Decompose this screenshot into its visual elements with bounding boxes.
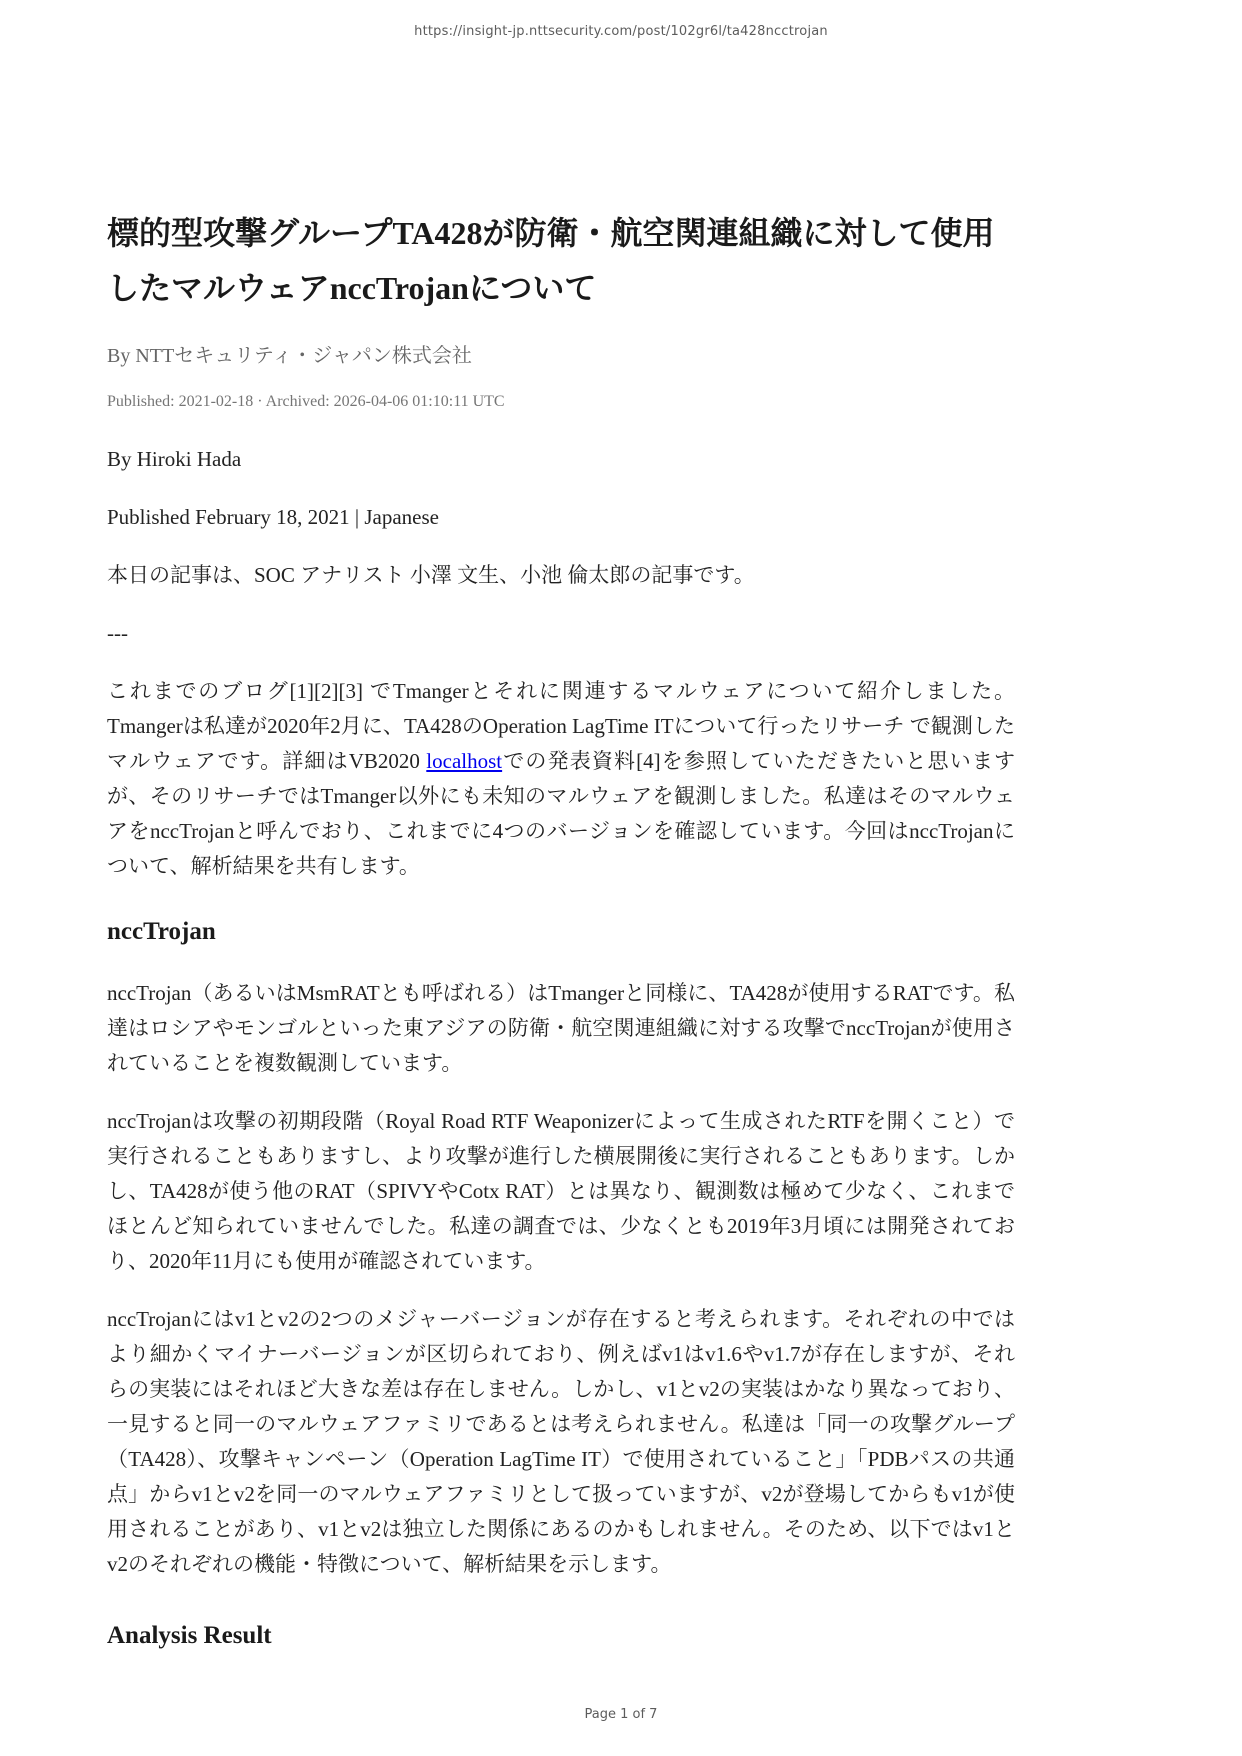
published-language-line: Published February 18, 2021 | Japanese <box>107 505 439 529</box>
paragraph-versions: nccTrojanにはv1とv2の2つのメジャーバージョンが存在すると考えられます。それぞれの中ではより細かくマイナーバージョンが区切られており、例えばv1はv1.6やv1.7が存在しますが、それらの実装にはそれほど大きな差は存在しません。しかし、v1とv2の実装はかなり異なっており、一見すると同一のマルウェアファミリであるとは考えられません。私達は「同一の攻撃グループ（TA428）、攻撃キャンペーン（Operation LagTime IT）で使用されていること」「PDBパスの共通点」からv1とv2を同一のマルウェアファミリとして扱っていますが、v2が登場してからもv1が使用されることがあり、v1とv2は独立した関係にあるのかもしれません。そのため、以下ではv1とv2のそれぞれの機能・特徴について、解析結果を示します。 <box>107 1307 1015 1576</box>
separator-dashes: --- <box>107 621 128 645</box>
localhost-link[interactable]: localhost <box>426 749 503 773</box>
heading-ncctrojan: nccTrojan <box>107 918 216 945</box>
author-line: By Hiroki Hada <box>107 447 242 471</box>
paragraph-blog-history <box>107 674 1015 884</box>
archive-source-url: https://insight-jp.nttsecurity.com/post/102gr6l/ta428ncctrojan <box>414 24 828 39</box>
page-number-label: Page 1 of 7 <box>584 1707 658 1722</box>
paragraph-attack-stage: nccTrojanは攻撃の初期段階（Royal Road RTF Weaponizerによって生成されたRTFを開くこと）で実行されることもありますし、より攻撃が進行した横展開後に実行されることもあります。しかし、TA428が使う他のRAT（SPIVYやCotx RAT）とは異なり、観測数は極めて少なく、これまでほとんど知られていませんでした。私達の調査では、少なくとも2019年3月頃には開発されており、2020年11月にも使用が確認されています。 <box>107 1109 1015 1273</box>
paragraph-blog-history-text-after: での発表資料[4]を参照していただきたいと思いますが、そのリサーチではTmanger以外にも未知のマルウェアを観測しました。私達はそのマルウェアをnccTrojanと呼んでおり、これまでに4つのバージョンを確認しています。今回はnccTrojanについて、解析結果を共有します。 <box>107 749 1015 878</box>
heading-analysis-result: Analysis Result <box>107 1622 272 1649</box>
article-body <box>107 206 1015 1680</box>
article-byline: By NTTセキュリティ・ジャパン株式会社 <box>107 345 472 367</box>
paragraph-rat-description: nccTrojan（あるいはMsmRATとも呼ばれる）はTmangerと同様に、TA428が使用するRATです。私達はロシアやモンゴルといった東アジアの防衛・航空関連組織に対する攻撃でnccTrojanが使用されていることを複数観測しています。 <box>107 981 1015 1075</box>
paragraph-blog-history-text-before: これまでのブログ[1][2][3] でTmangerとそれに関連するマルウェアについて紹介しました。Tmangerは私達が2020年2月に、TA428のOperation LagTime ITについて行ったリサーチ で観測したマルウェアです。詳細はVB2020 <box>107 679 1015 773</box>
article-title: 標的型攻撃グループTA428が防衛・航空関連組織に対して使用したマルウェアnccTrojanについて <box>107 215 995 306</box>
published-archived-meta: Published: 2021-02-18 · Archived: 2026-04-06 01:10:11 UTC <box>107 393 505 410</box>
intro-credit-line: 本日の記事は、SOC アナリスト 小澤 文生、小池 倫太郎の記事です。 <box>107 563 755 587</box>
